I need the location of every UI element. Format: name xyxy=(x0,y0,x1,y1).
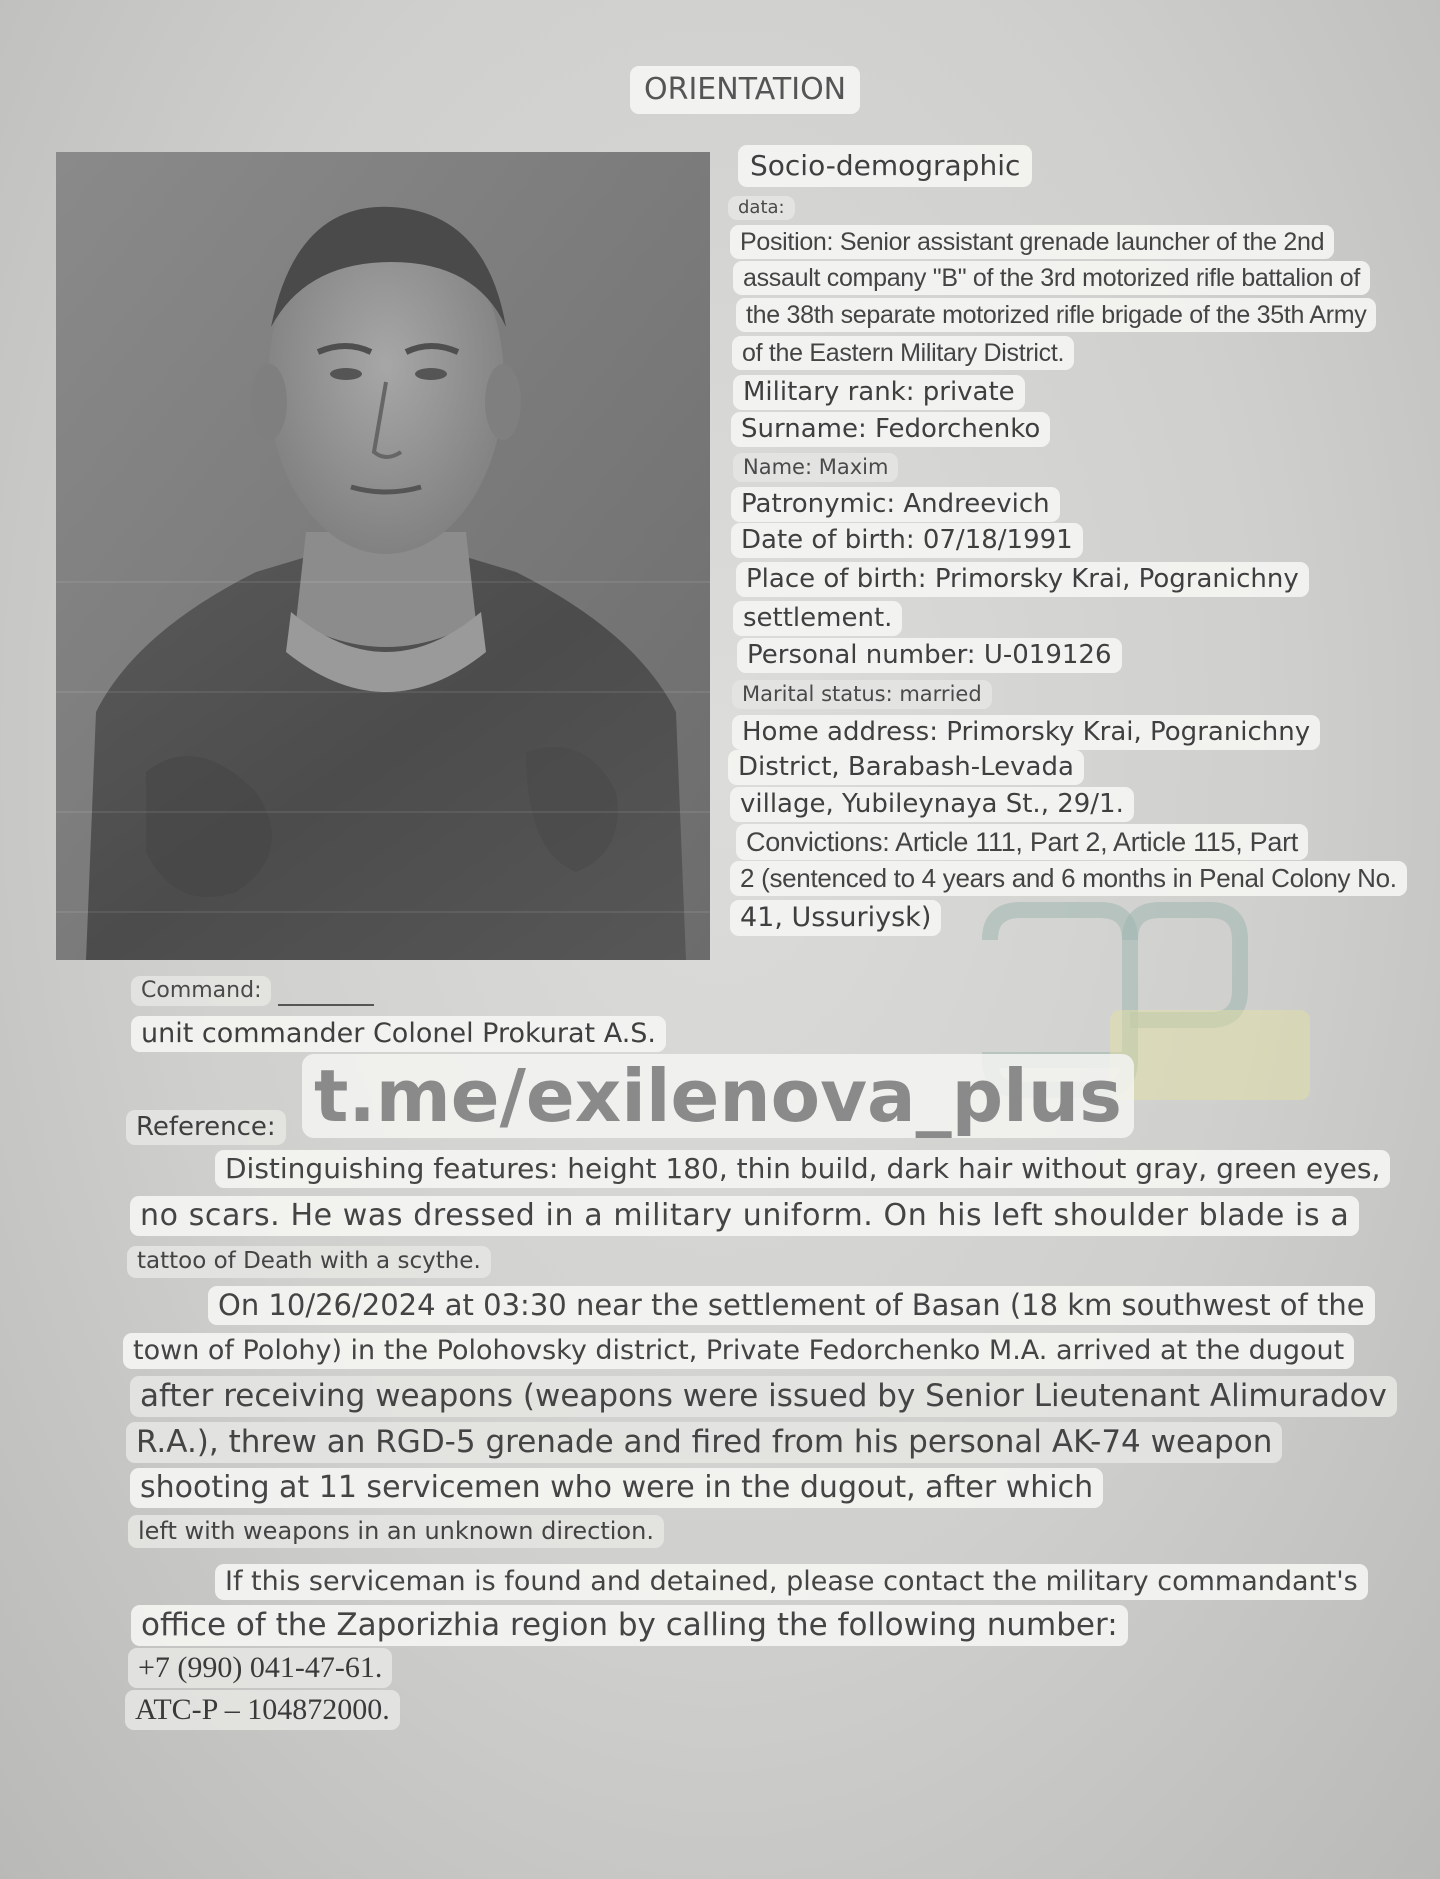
channel-watermark: t.me/exilenova_plus xyxy=(302,1054,1134,1138)
name-field: Name: Maxim xyxy=(733,453,898,482)
address-line-1: Home address: Primorsky Krai, Pogranichny xyxy=(732,715,1320,750)
dob-field: Date of birth: 07/18/1991 xyxy=(731,523,1083,558)
phone-number: +7 (990) 041-47-61. xyxy=(128,1648,392,1688)
command-label: Command: xyxy=(131,976,271,1006)
patronymic-field: Patronymic: Andreevich xyxy=(731,487,1060,522)
incident-line-3: after receiving weapons (weapons were issued by Senior Lieutenant Alimuradov xyxy=(130,1376,1397,1417)
atc-number: ATC-P – 104872000. xyxy=(125,1690,400,1730)
convictions-line-2: 2 (sentenced to 4 years and 6 months in Penal Colony No. xyxy=(730,861,1407,896)
features-line-2: no scars. He was dressed in a military uniform. On his left shoulder blade is a xyxy=(130,1196,1359,1236)
info-heading-cont: data: xyxy=(728,196,795,220)
position-line-2: assault company "B" of the 3rd motorized rifle battalion of xyxy=(733,261,1370,295)
marital-field: Marital status: married xyxy=(732,680,992,709)
reference-label: Reference: xyxy=(126,1110,286,1145)
document-title: ORIENTATION xyxy=(630,66,860,114)
convictions-line-1: Convictions: Article 111, Part 2, Article 115, Part xyxy=(736,824,1308,860)
convictions-line-3: 41, Ussuriysk) xyxy=(730,900,941,936)
incident-line-5: shooting at 11 servicemen who were in the dugout, after which xyxy=(130,1468,1103,1508)
address-line-2: District, Barabash-Levada xyxy=(728,750,1084,785)
features-line-3: tattoo of Death with a scythe. xyxy=(127,1246,491,1278)
incident-line-6: left with weapons in an unknown direction. xyxy=(128,1515,664,1548)
rank-field: Military rank: private xyxy=(733,375,1025,410)
features-line-1: Distinguishing features: height 180, thin build, dark hair without gray, green eyes, xyxy=(215,1150,1390,1188)
command-underline xyxy=(278,1004,374,1006)
surname-field: Surname: Fedorchenko xyxy=(731,412,1050,447)
personal-number-field: Personal number: U-019126 xyxy=(737,638,1122,673)
position-line-4: of the Eastern Military District. xyxy=(732,336,1074,370)
portrait-photo xyxy=(56,152,710,960)
incident-line-1: On 10/26/2024 at 03:30 near the settlement of Basan (18 km southwest of the xyxy=(208,1286,1375,1325)
contact-line-1: If this serviceman is found and detained, please contact the military commandant's xyxy=(215,1564,1368,1600)
position-line-3: the 38th separate motorized rifle brigade of the 35th Army xyxy=(736,298,1376,332)
address-line-3: village, Yubileynaya St., 29/1. xyxy=(730,787,1134,822)
pob-line-2: settlement. xyxy=(733,601,902,636)
pob-line-1: Place of birth: Primorsky Krai, Pogranichny xyxy=(736,562,1309,597)
contact-line-2: office of the Zaporizhia region by calling the following number: xyxy=(131,1605,1128,1646)
command-value: unit commander Colonel Prokurat A.S. xyxy=(131,1016,666,1052)
info-heading: Socio-demographic xyxy=(738,145,1032,187)
incident-line-4: R.A.), threw an RGD-5 grenade and fired from his personal AK-74 weapon xyxy=(126,1422,1282,1463)
position-line-1: Position: Senior assistant grenade launcher of the 2nd xyxy=(730,225,1334,259)
incident-line-2: town of Polohy) in the Polohovsky district, Private Fedorchenko M.A. arrived at the dugout xyxy=(123,1333,1354,1369)
